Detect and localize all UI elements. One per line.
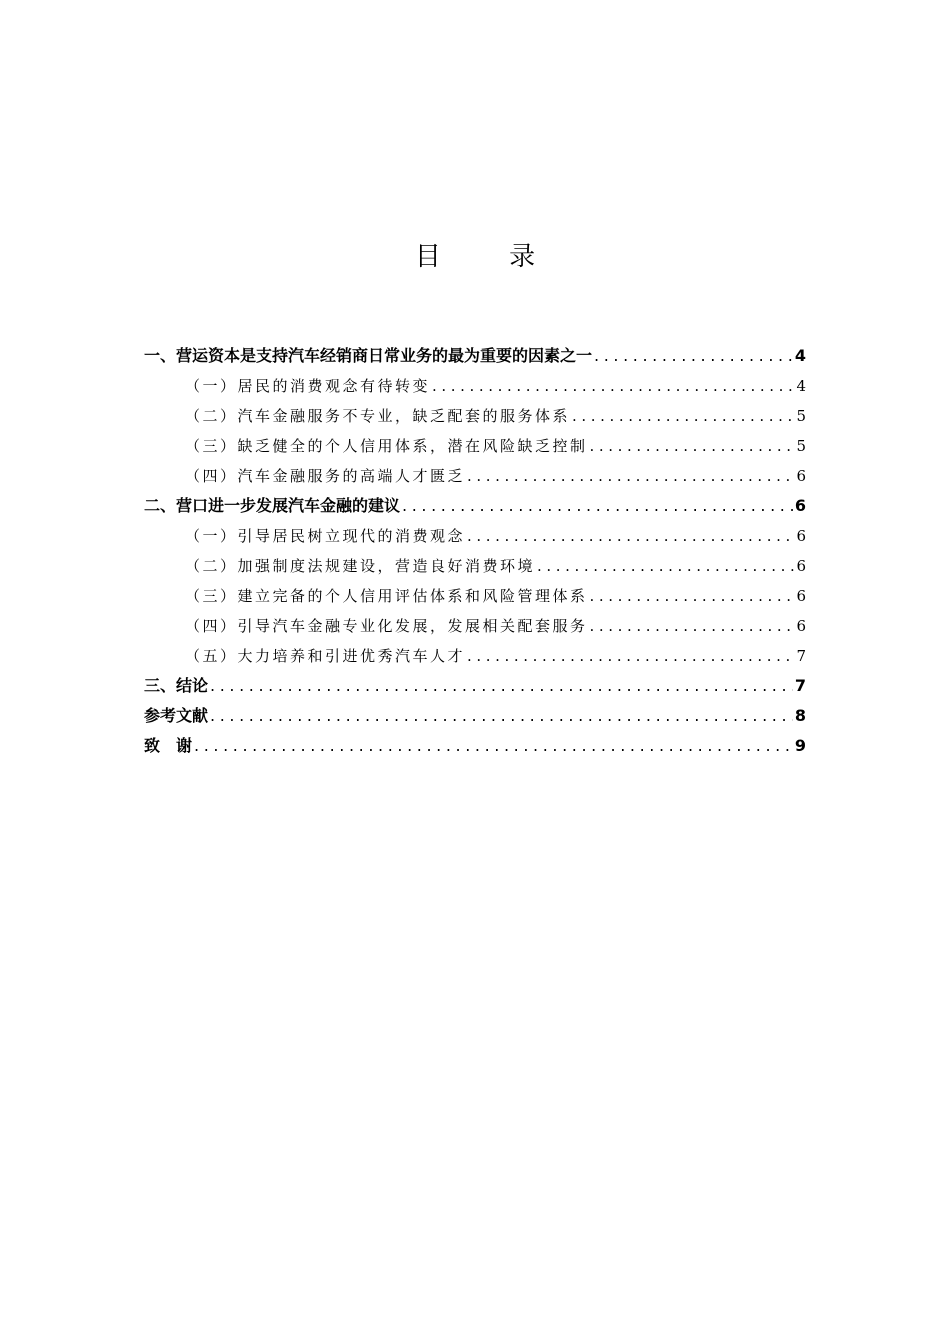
- toc-entry-label: （二）加强制度法规建设，营造良好消费环境: [185, 557, 536, 575]
- toc-entry-label: （三）缺乏健全的个人信用体系，潜在风险缺乏控制: [185, 437, 588, 455]
- toc-entry-label: 参考文献: [144, 706, 209, 725]
- dot-leader: [432, 371, 794, 401]
- toc-entry[interactable]: [144, 641, 806, 671]
- toc-entry-page: 8: [794, 706, 806, 725]
- toc-entry-page: 5: [796, 437, 806, 455]
- dot-leader: [594, 341, 793, 371]
- toc-entry-page: 9: [794, 736, 806, 755]
- dot-leader: [210, 671, 793, 701]
- dot-leader: [590, 581, 795, 611]
- toc-entry-page: 4: [796, 377, 806, 395]
- toc-entry[interactable]: [144, 551, 806, 581]
- dot-leader: [210, 701, 793, 731]
- toc-entry-page: 7: [794, 676, 806, 695]
- toc-entry[interactable]: [144, 671, 806, 701]
- toc-entry-label: （二）汽车金融服务不专业，缺乏配套的服务体系: [185, 407, 571, 425]
- toc-entry-label: （五）大力培养和引进优秀汽车人才: [185, 647, 466, 665]
- toc-entry-label: （一）引导居民树立现代的消费观念: [185, 527, 466, 545]
- toc-entry[interactable]: [144, 461, 806, 491]
- toc-entry-page: 5: [796, 407, 806, 425]
- toc-entry-page: 4: [794, 346, 806, 365]
- toc-list: [144, 341, 806, 761]
- toc-entry[interactable]: [144, 611, 806, 641]
- toc-entry-label: 二、营口进一步发展汽车金融的建议: [144, 496, 401, 515]
- toc-entry-label: （一）居民的消费观念有待转变: [185, 377, 431, 395]
- toc-entry-page: 6: [796, 467, 806, 485]
- toc-entry[interactable]: [144, 521, 806, 551]
- toc-entry-page: 7: [796, 647, 806, 665]
- toc-entry[interactable]: [144, 431, 806, 461]
- dot-leader: [467, 461, 794, 491]
- toc-entry[interactable]: [144, 581, 806, 611]
- toc-entry-page: 6: [796, 557, 806, 575]
- dot-leader: [590, 611, 795, 641]
- dot-leader: [467, 521, 794, 551]
- toc-entry-page: 6: [796, 587, 806, 605]
- toc-entry[interactable]: [144, 731, 806, 761]
- toc-entry[interactable]: [144, 401, 806, 431]
- toc-entry-label: （四）汽车金融服务的高端人才匮乏: [185, 467, 466, 485]
- dot-leader: [537, 551, 794, 581]
- toc-entry[interactable]: [144, 701, 806, 731]
- toc-entry-page: 6: [794, 496, 806, 515]
- toc-title: 目 录: [414, 242, 566, 272]
- dot-leader: [572, 401, 794, 431]
- dot-leader: [590, 431, 795, 461]
- toc-entry-label: 一、营运资本是支持汽车经销商日常业务的最为重要的因素之一: [144, 346, 593, 365]
- toc-entry-label: 致 谢: [144, 736, 193, 755]
- dot-leader: [402, 491, 793, 521]
- toc-entry[interactable]: [144, 341, 806, 371]
- dot-leader: [194, 731, 793, 761]
- toc-entry-label: （三）建立完备的个人信用评估体系和风险管理体系: [185, 587, 588, 605]
- toc-entry-label: （四）引导汽车金融专业化发展，发展相关配套服务: [185, 617, 588, 635]
- toc-entry-label: 三、结论: [144, 676, 209, 695]
- toc-entry[interactable]: [144, 371, 806, 401]
- toc-entry-page: 6: [796, 527, 806, 545]
- toc-entry-page: 6: [796, 617, 806, 635]
- dot-leader: [467, 641, 794, 671]
- toc-entry[interactable]: [144, 491, 806, 521]
